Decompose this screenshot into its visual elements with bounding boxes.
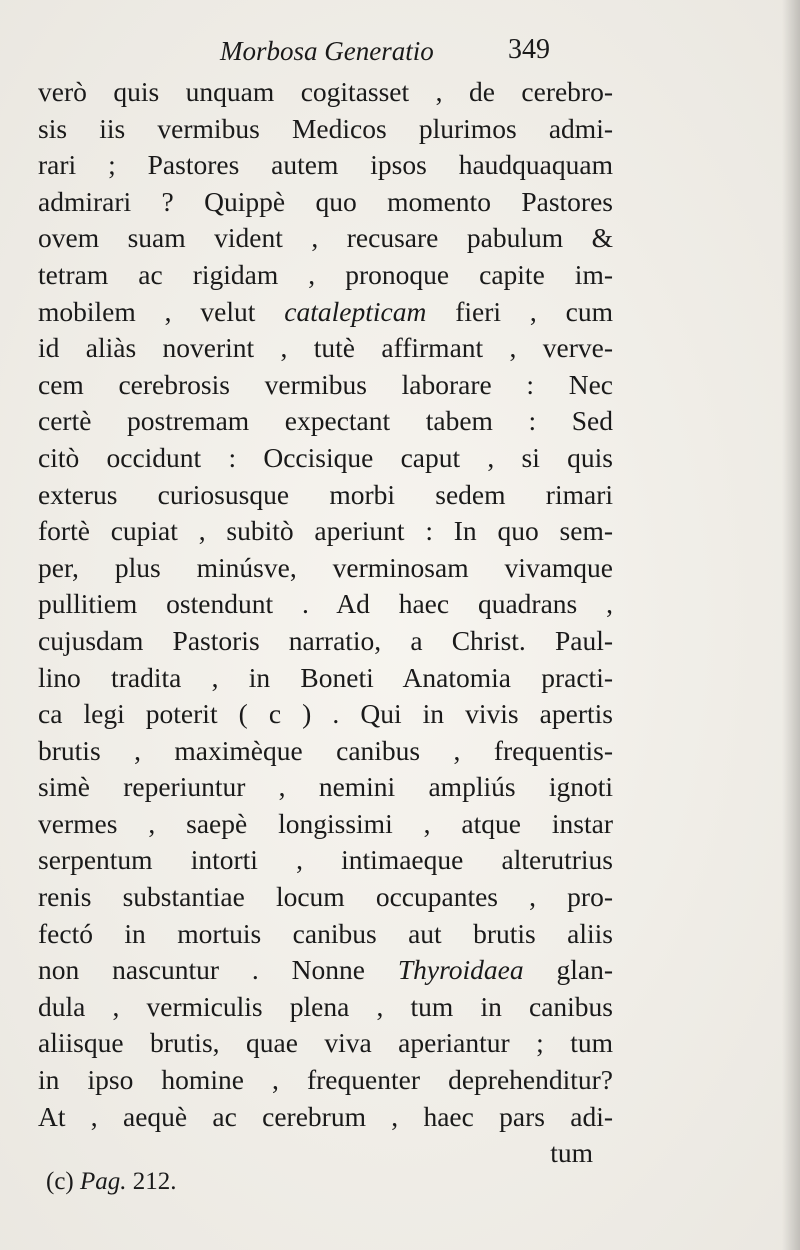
body-text [38, 74, 613, 1172]
page-number: 349 [508, 34, 550, 65]
footnote-marker: (c) [46, 1168, 74, 1195]
text-segment: non nascuntur . Nonne [38, 954, 365, 986]
text-line: cujusdam Pastoris narratio, a Christ. Paul- [38, 624, 613, 656]
text-line: ca legi poterit ( c ) . Qui in vivis apertis [38, 698, 613, 730]
text-line: dula , vermiculis plena , tum in canibus [38, 990, 613, 1022]
italic-term: Thyroidaea [397, 954, 524, 986]
text-line: tetram ac rigidam , pronoque capite im- [38, 258, 613, 290]
page-edge-shadow [782, 0, 800, 1250]
text-line: lino tradita , in Boneti Anatomia practi- [38, 661, 613, 693]
text-line [38, 294, 613, 331]
text-line: sis iis vermibus Medicos plurimos admi- [38, 112, 613, 144]
text-line: fortè cupiat , subitò aperiunt : In quo sem- [38, 515, 613, 547]
text-line: vermes , saepè longissimi , atque instar [38, 807, 613, 839]
text-line: cem cerebrosis vermibus laborare : Nec [38, 368, 613, 400]
text-segment: glan- [556, 954, 614, 986]
text-line: id aliàs noverint , tutè affirmant , verve- [38, 332, 613, 364]
text-line: admirari ? Quippè quo momento Pastores [38, 185, 613, 217]
text-line: brutis , maximèque canibus , frequentis- [38, 734, 613, 766]
text-line: serpentum intorti , intimaeque alterutrius [38, 844, 613, 876]
page-header [30, 30, 590, 74]
text-line: aliisque brutis, quae viva aperiantur ; tum [38, 1027, 613, 1059]
text-line: verò quis unquam cogitasset , de cerebro- [38, 76, 613, 107]
text-line: exterus curiosusque morbi sedem rimari [38, 478, 613, 510]
text-segment: mobilem , velut [38, 295, 256, 327]
footnote-ref-label: Pag. [80, 1168, 127, 1195]
text-line: in ipso homine , frequenter deprehenditur? [38, 1064, 613, 1096]
text-line: pullitiem ostendunt . Ad haec quadrans , [38, 588, 613, 620]
text-line: rari ; Pastores autem ipsos haudquaquam [38, 149, 613, 181]
text-segment: fieri , cum [455, 295, 614, 327]
footnote [46, 1168, 177, 1196]
text-line: citò occidunt : Occisique caput , si quis [38, 441, 613, 473]
footnote-ref-number: 212. [132, 1168, 177, 1195]
catchword: tum [550, 1137, 593, 1169]
text-line [38, 952, 613, 989]
italic-term: catalepticam [284, 295, 427, 327]
text-line: simè reperiuntur , nemini ampliús ignoti [38, 771, 613, 803]
text-line: renis substantiae locum occupantes , pro- [38, 881, 613, 913]
text-line: per, plus minúsve, verminosam vivamque [38, 551, 613, 583]
text-line: ovem suam vident , recusare pabulum & [38, 222, 613, 254]
text-line: fectó in mortuis canibus aut brutis aliis [38, 917, 613, 949]
running-head: Morbosa Generatio [220, 36, 434, 66]
text-line: At , aequè ac cerebrum , haec pars adi- [38, 1100, 613, 1132]
text-line: certè postremam expectant tabem : Sed [38, 405, 613, 437]
